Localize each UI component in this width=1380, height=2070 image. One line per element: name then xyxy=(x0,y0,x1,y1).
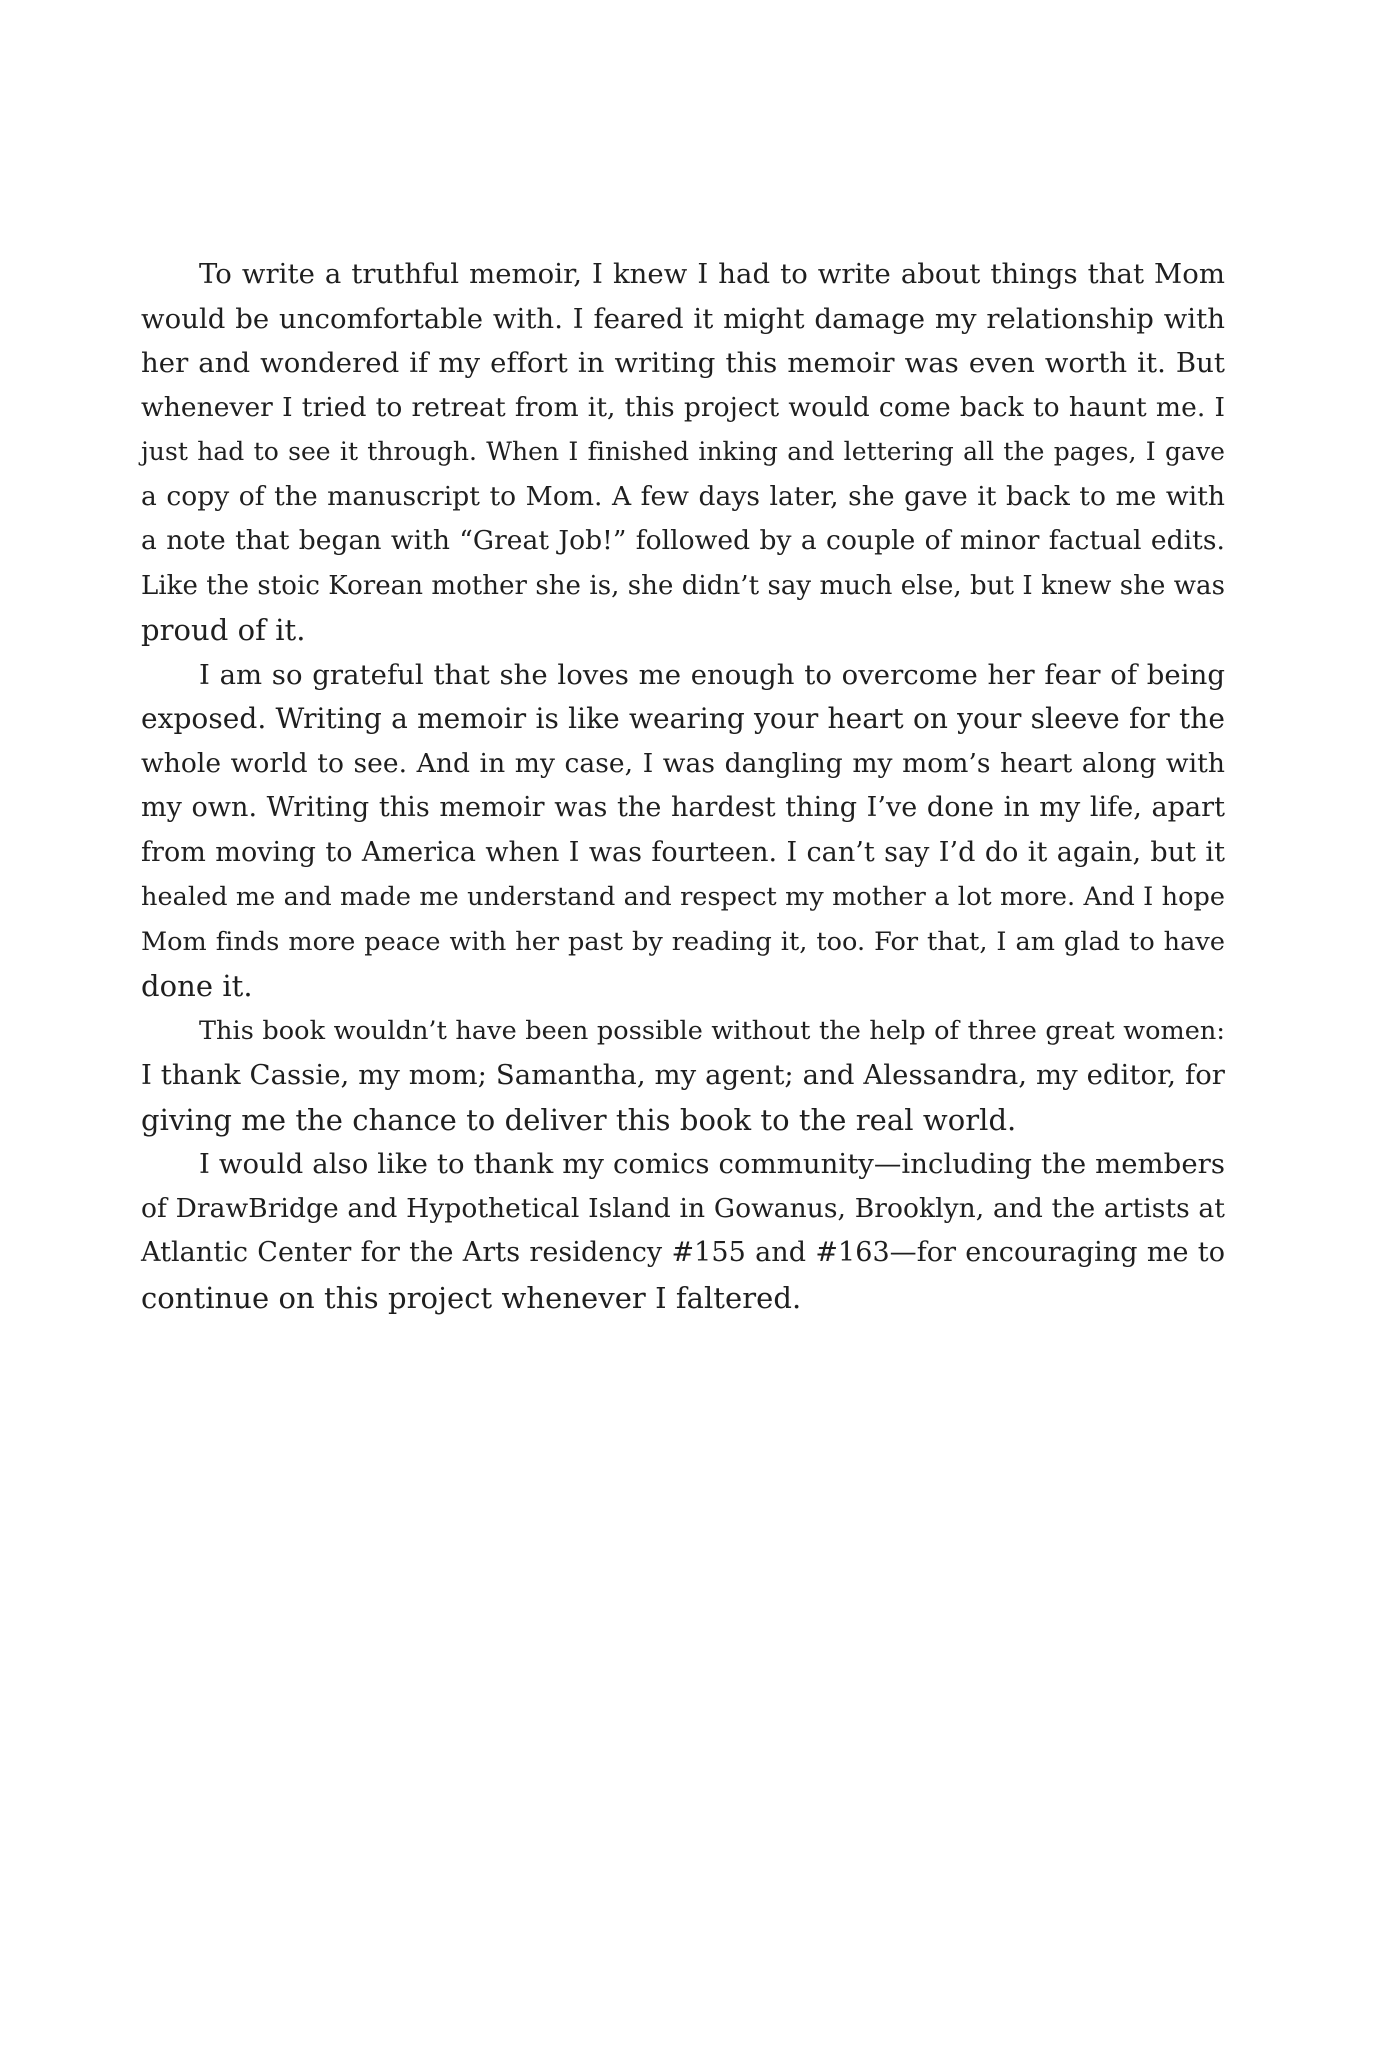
text-line: proud of it. xyxy=(141,613,306,647)
text-line: a note that began with “Great Job!” followed by a couple of minor factual edits. xyxy=(141,525,1225,556)
text-line: a copy of the manuscript to Mom. A few days later, she gave it back to me with xyxy=(141,480,1225,512)
text-line: Atlantic Center for the Arts residency #155 and #163—for encouraging me to xyxy=(141,1237,1225,1268)
text-line: Like the stoic Korean mother she is, she didn’t say much else, but I knew she was xyxy=(141,570,1225,601)
paragraph-4 xyxy=(141,1142,1225,1320)
paragraph-2 xyxy=(141,653,1225,1009)
text-line: This book wouldn’t have been possible without the help of three great women: xyxy=(199,1015,1225,1046)
text-line: would be uncomfortable with. I feared it might damage my relationship with xyxy=(141,302,1225,335)
text-line: I am so grateful that she loves me enough to overcome her fear of being xyxy=(199,658,1225,691)
text-line: just had to see it through. When I finished inking and lettering all the pages, I gave xyxy=(141,437,1225,466)
text-line: healed me and made me understand and respect my mother a lot more. And I hope xyxy=(141,882,1225,912)
text-line: done it. xyxy=(141,969,253,1003)
text-line: my own. Writing this memoir was the hardest thing I’ve done in my life, apart xyxy=(141,792,1225,823)
text-line: continue on this project whenever I faltered. xyxy=(141,1280,802,1315)
text-line: I would also like to thank my comics community—including the members xyxy=(199,1148,1225,1180)
body-text xyxy=(141,252,1225,1320)
text-line: To write a truthful memoir, I knew I had to write about things that Mom xyxy=(199,258,1225,290)
text-line: giving me the chance to deliver this book to the real world. xyxy=(141,1102,1017,1137)
text-line: I thank Cassie, my mom; Samantha, my agent; and Alessandra, my editor, for xyxy=(141,1059,1225,1091)
paragraph-1 xyxy=(141,252,1225,653)
text-line: exposed. Writing a memoir is like wearing your heart on your sleeve for the xyxy=(141,702,1225,735)
paragraph-3 xyxy=(141,1009,1225,1143)
text-line: whole world to see. And in my case, I was dangling my mom’s heart along with xyxy=(141,747,1225,779)
text-line: whenever I tried to retreat from it, this project would come back to haunt me. I xyxy=(141,391,1225,423)
text-line: of DrawBridge and Hypothetical Island in Gowanus, Brooklyn, and the artists at xyxy=(141,1192,1225,1224)
text-line: from moving to America when I was fourteen. I can’t say I’d do it again, but it xyxy=(141,836,1225,868)
text-line: Mom finds more peace with her past by reading it, too. For that, I am glad to have xyxy=(141,926,1225,957)
text-line: her and wondered if my effort in writing this memoir was even worth it. But xyxy=(141,347,1225,379)
